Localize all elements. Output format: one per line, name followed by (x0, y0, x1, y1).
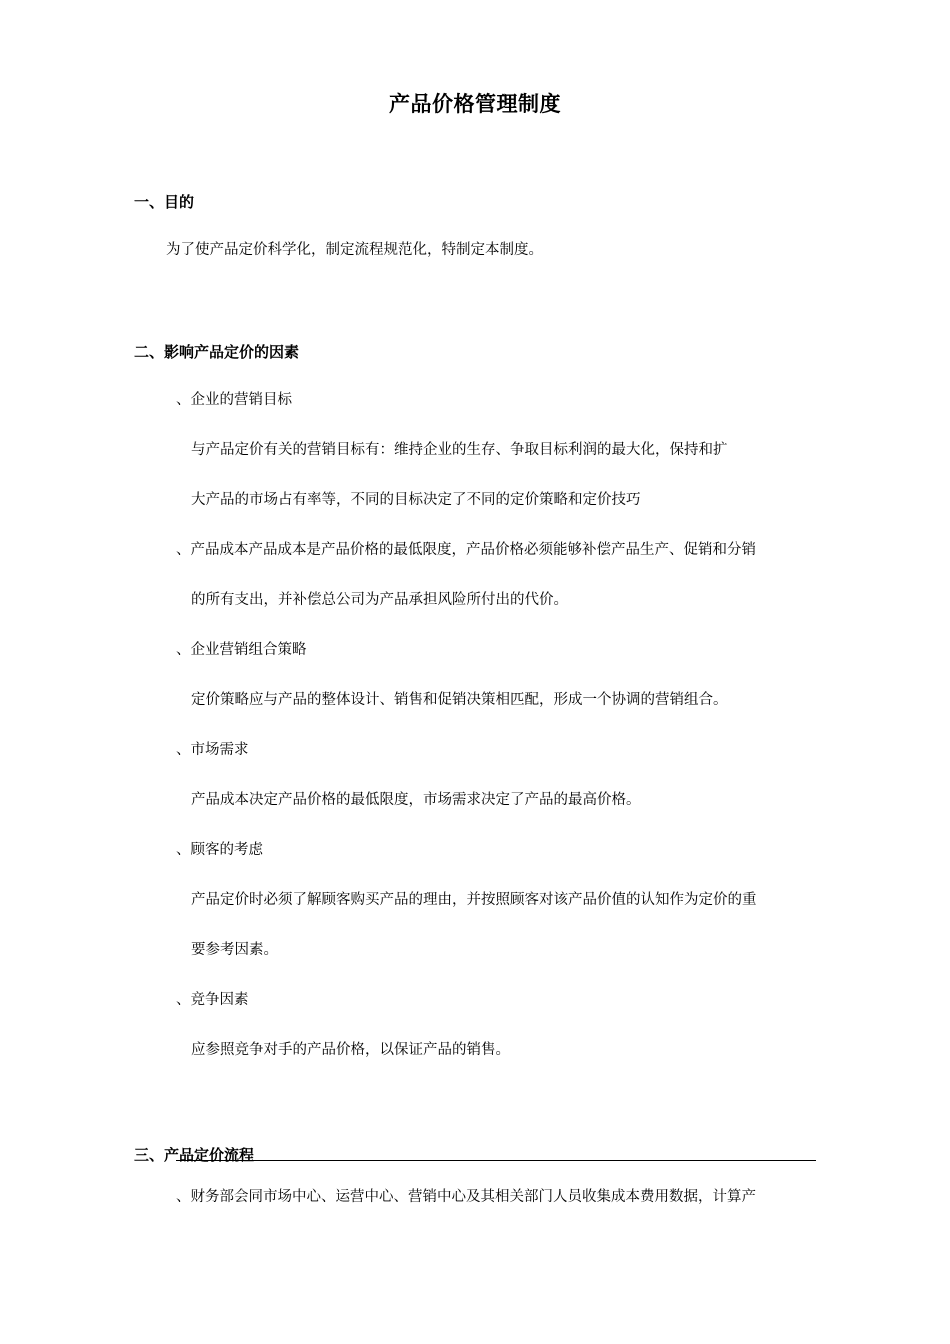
factor-item-product-cost: 、产品成本产品成本是产品价格的最低限度，产品价格必须能够补偿产品生产、促销和分销 (176, 542, 756, 558)
factor-item-text-line: 应参照竞争对手的产品价格，以保证产品的销售。 (191, 1042, 510, 1058)
section-underline-rule (176, 1160, 816, 1161)
factor-item-marketing-mix: 、企业营销组合策略 (176, 642, 307, 658)
factor-item-customer: 、顾客的考虑 (176, 842, 263, 858)
factor-item-market-demand: 、市场需求 (176, 742, 249, 758)
factor-item-text-line: 与产品定价有关的营销目标有：维持企业的生存、争取目标利润的最大化，保持和扩 (191, 442, 728, 458)
factor-item-competition: 、竞争因素 (176, 992, 249, 1008)
purpose-paragraph: 为了使产品定价科学化，制定流程规范化，特制定本制度。 (166, 242, 543, 258)
factor-item-text-line: 的所有支出，并补偿总公司为产品承担风险所付出的代价。 (191, 592, 568, 608)
factor-item-text-line: 定价策略应与产品的整体设计、销售和促销决策相匹配，形成一个协调的营销组合。 (191, 692, 728, 708)
factor-item-text-line: 要参考因素。 (191, 942, 278, 958)
factor-item-text-line: 产品成本决定产品价格的最低限度，市场需求决定了产品的最高价格。 (191, 792, 641, 808)
factor-item-text-line: 大产品的市场占有率等，不同的目标决定了不同的定价策略和定价技巧 (191, 492, 641, 508)
process-item-data-collection: 、财务部会同市场中心、运营中心、营销中心及其相关部门人员收集成本费用数据，计算产 (176, 1189, 756, 1205)
factor-item-marketing-goals: 、企业的营销目标 (176, 392, 292, 408)
section-heading-pricing-process: 三、产品定价流程 (134, 1146, 255, 1164)
document-title: 产品价格管理制度 (389, 92, 561, 116)
factor-item-text-line: 产品定价时必须了解顾客购买产品的理由，并按照顾客对该产品价值的认知作为定价的重 (191, 892, 757, 908)
section-heading-purpose: 一、目的 (134, 193, 195, 211)
section-heading-factors: 二、影响产品定价的因素 (134, 343, 300, 361)
